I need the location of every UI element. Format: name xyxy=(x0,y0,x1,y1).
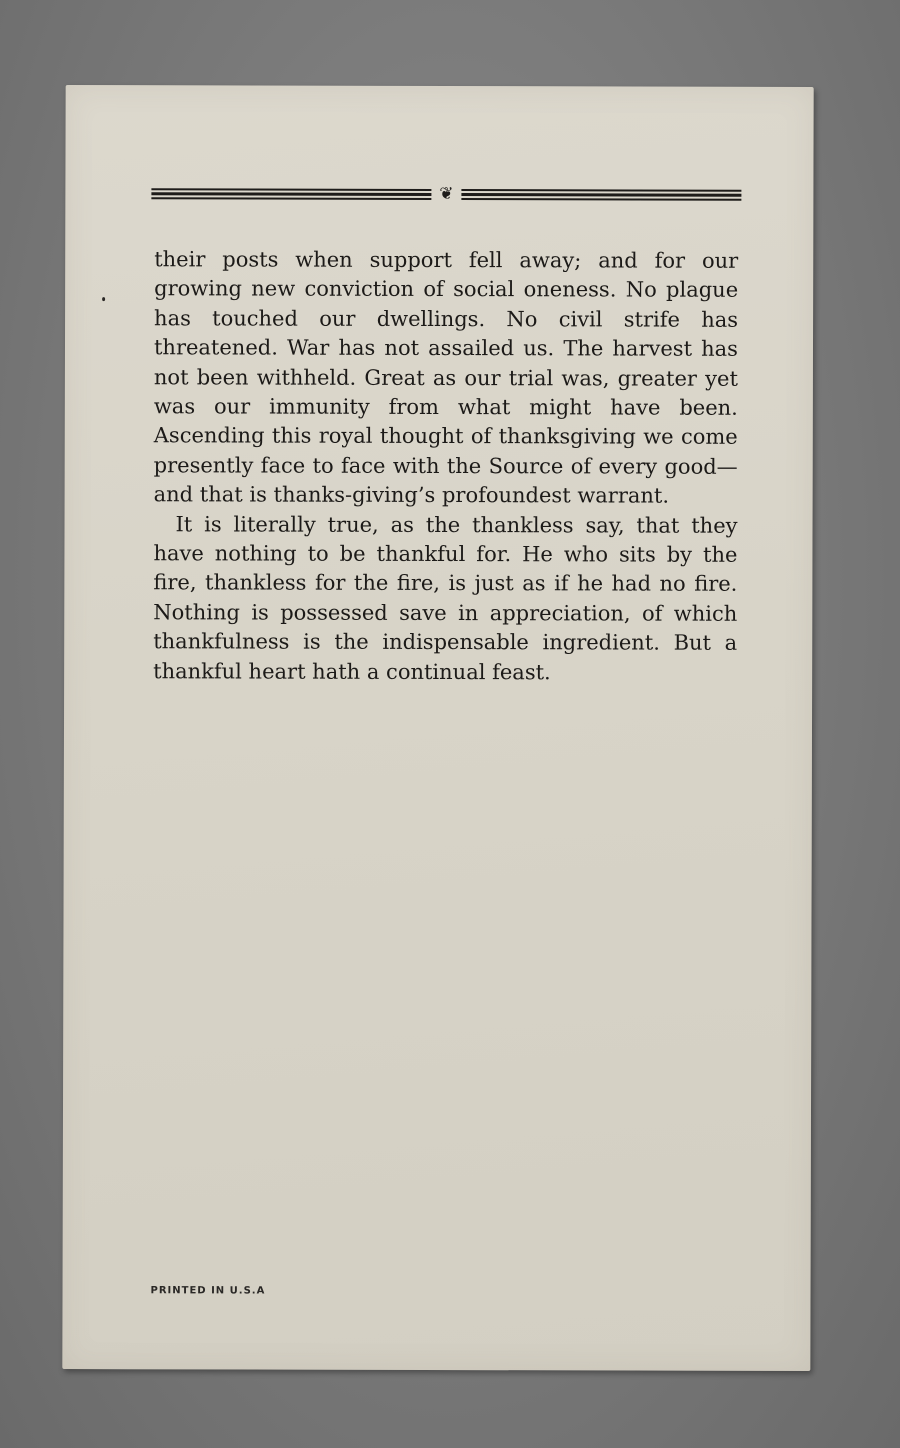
ink-speck xyxy=(102,297,105,301)
paragraph-2: It is literally true, as the thankless say, that they have nothing to be thankful for. He who sits by the fire, thankless for the fire, is just as if he had no fire. Nothing is possessed save in appreciation, of which thankfulness is the indispensable ingredient. But a thankful heart hath a continual feast. xyxy=(153,511,738,684)
header-ornament xyxy=(151,185,741,209)
printed-card xyxy=(62,85,813,1371)
ornament-rule-right xyxy=(461,189,741,201)
printed-in-usa-imprint: PRINTED IN U.S.A xyxy=(150,1285,266,1297)
ornament-rule-left xyxy=(151,188,431,200)
fleuron-icon: ❦ xyxy=(439,184,454,205)
paragraph-1: their posts when support fell away; and for our growing new conviction of social oneness. No plague has touched our dwellings. No civil strife has threatened. War has not assailed us. The harvest has not been withheld. Great as our trial was, greater yet was our immunity from what might have been. Ascending this royal thought of thanksgiving we come presently face to face with the Source of every good—and that is thanks-giving’s profoundest warrant. xyxy=(153,247,739,508)
body-text xyxy=(153,245,738,688)
